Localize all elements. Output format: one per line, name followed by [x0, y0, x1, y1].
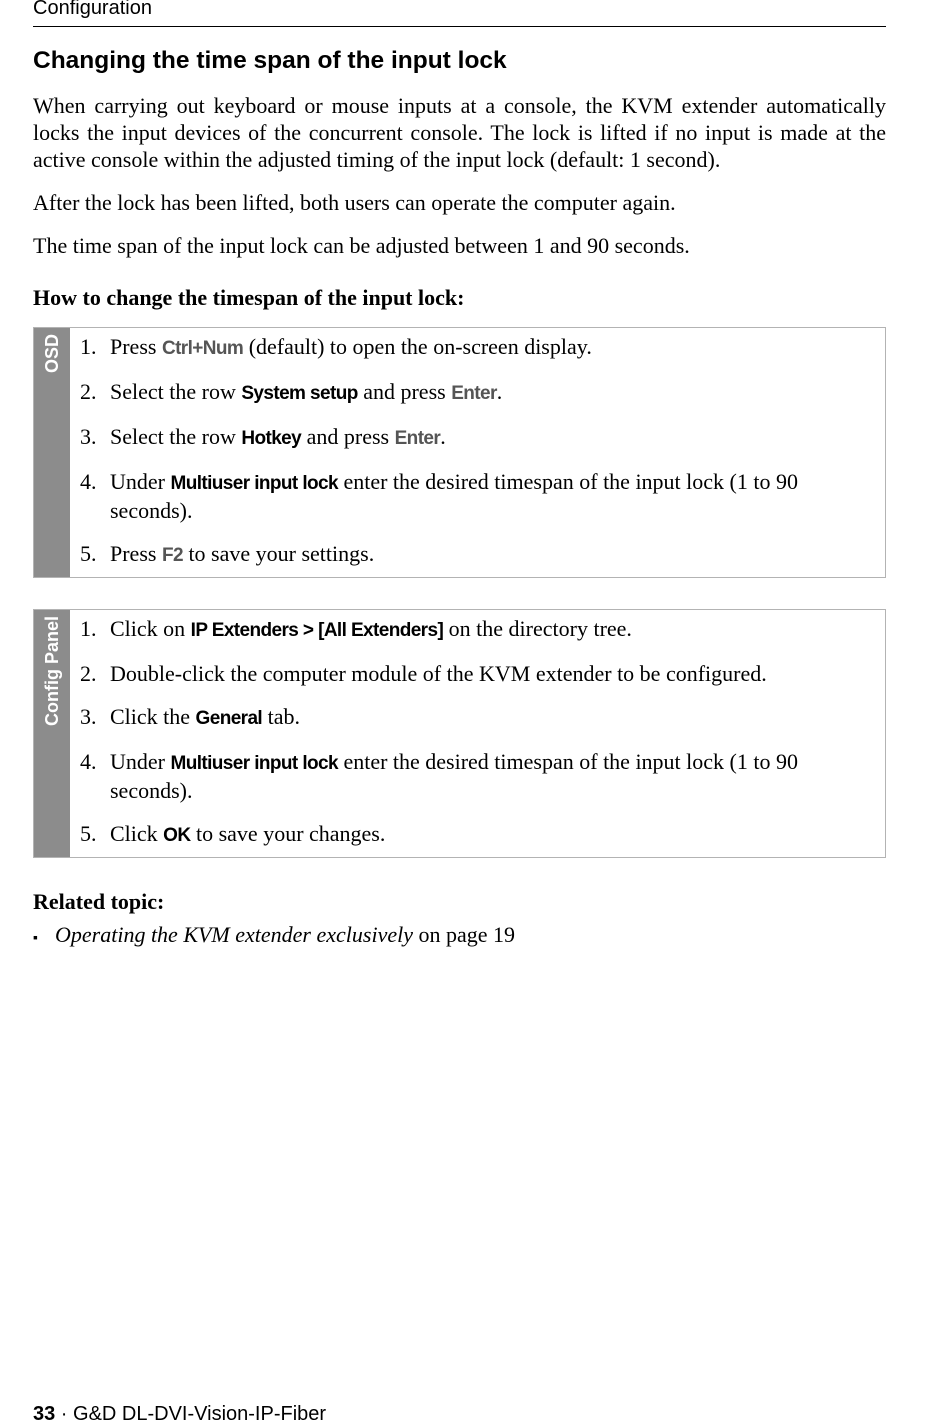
step-number: 2. [80, 661, 97, 686]
howto-heading: How to change the timespan of the input lock: [33, 285, 465, 310]
step-number: 4. [80, 469, 97, 494]
key-enter: Enter [394, 428, 441, 449]
page-number: 33 [33, 1403, 56, 1425]
config-panel-instructions-box [33, 609, 886, 858]
osd-tab [34, 328, 70, 577]
config-panel-steps [70, 610, 885, 857]
config-panel-step-2 [80, 660, 875, 687]
step-number: 3. [80, 704, 97, 729]
page-content [33, 92, 886, 952]
step-number: 1. [80, 616, 97, 641]
step-number: 5. [80, 821, 97, 846]
lock-lifted-paragraph: After the lock has been lifted, both users can operate the computer again. [33, 190, 676, 215]
section-title: Changing the time span of the input lock [33, 47, 507, 74]
config-panel-step-1 [80, 615, 875, 644]
kw-multiuser-input-lock: Multiuser input lock [170, 473, 338, 494]
step-number: 5. [80, 541, 97, 566]
step-text: Under Multiuser input lock enter the desired timespan of the input lock (1 to 90 seconds). [110, 749, 798, 803]
step-text: Click OK to save your changes. [110, 821, 386, 846]
step-text: Select the row Hotkey and press Enter. [110, 424, 446, 449]
kw-ok: OK [163, 825, 191, 846]
osd-tab-label: OSD [42, 334, 62, 374]
config-panel-step-3 [80, 703, 875, 732]
step-number: 2. [80, 379, 97, 404]
osd-step-3 [80, 423, 875, 452]
config-panel-step-5 [80, 820, 875, 849]
related-topic-section [33, 888, 886, 952]
step-text: Press F2 to save your settings. [110, 541, 375, 566]
step-text: Under Multiuser input lock enter the desired timespan of the input lock (1 to 90 seconds). [110, 469, 798, 523]
square-bullet-icon: ▪ [33, 931, 38, 946]
adjust-range-paragraph: The time span of the input lock can be adjusted between 1 and 90 seconds. [33, 233, 690, 258]
step-text: Double-click the computer module of the KVM extender to be configured. [110, 661, 767, 686]
key-f2: F2 [161, 545, 183, 566]
config-panel-tab-label: Config Panel [42, 616, 62, 727]
osd-step-5 [80, 540, 875, 569]
related-topic-item [33, 921, 886, 952]
step-number: 4. [80, 749, 97, 774]
step-number: 1. [80, 334, 97, 359]
key-ctrl-num: Ctrl+Num [161, 338, 244, 359]
header-rule [33, 26, 886, 27]
config-panel-tab [34, 610, 70, 857]
osd-step-1 [80, 333, 875, 362]
step-text: Click on IP Extenders > [All Extenders] on the directory tree. [110, 616, 632, 641]
key-enter: Enter [451, 383, 497, 404]
product-name: · G&D DL-DVI-Vision-IP-Fiber [55, 1403, 327, 1425]
kw-system-setup: System setup [241, 383, 358, 404]
related-topic-text: Operating the KVM extender exclusively on page 19 [55, 922, 516, 947]
kw-ip-extenders: IP Extenders > [All Extenders] [190, 620, 444, 641]
related-topic-link[interactable]: Operating the KVM extender exclusively [55, 922, 413, 947]
step-text: Click the General tab. [110, 704, 300, 729]
step-text: Select the row System setup and press Enter. [110, 379, 503, 404]
page-footer [33, 1403, 326, 1426]
osd-steps [70, 328, 885, 577]
kw-general: General [195, 708, 263, 729]
kw-hotkey: Hotkey [241, 428, 302, 449]
intro-paragraph: When carrying out keyboard or mouse inputs at a console, the KVM extender automatically locks the input devices of the concurrent console. The lock is lifted if no input is made at the active console within the adjusted timing of the input lock (default: 1 second). [33, 93, 886, 172]
osd-step-4 [80, 468, 875, 524]
step-number: 3. [80, 424, 97, 449]
running-header: Configuration [33, 0, 152, 19]
config-panel-step-4 [80, 748, 875, 804]
osd-step-2 [80, 378, 875, 407]
osd-instructions-box [33, 327, 886, 578]
step-text: Press Ctrl+Num (default) to open the on-screen display. [110, 334, 592, 359]
kw-multiuser-input-lock: Multiuser input lock [170, 753, 338, 774]
related-topic-heading: Related topic: [33, 889, 165, 914]
